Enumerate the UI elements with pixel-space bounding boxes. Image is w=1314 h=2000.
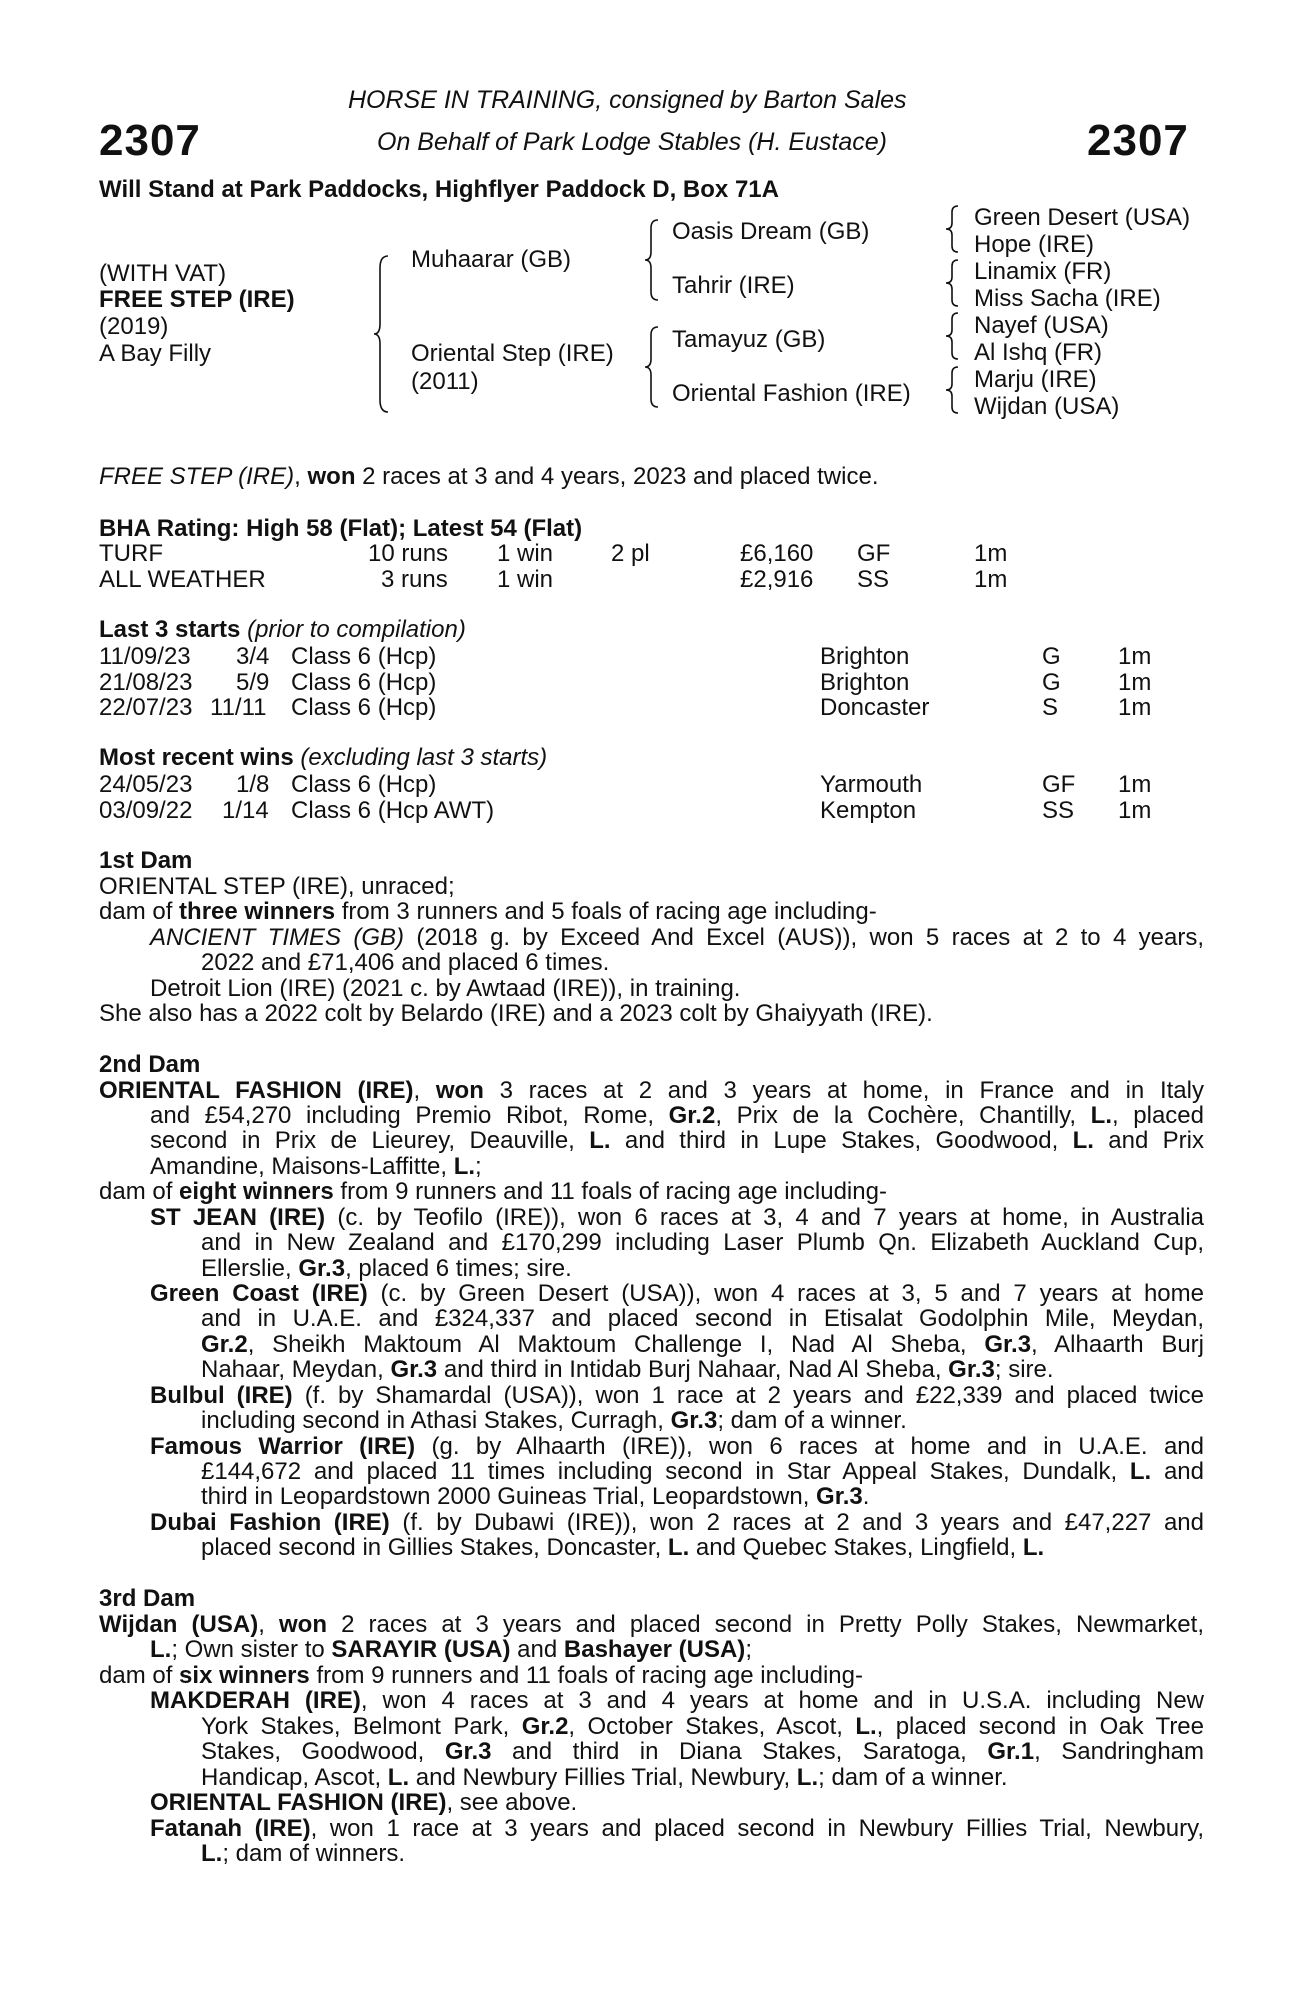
second-dam-line-3: second in Prix de Lieurey, Deauville, L. and third in Lupe Stakes, Goodwood, L. and Prix xyxy=(150,1127,1204,1154)
foal-famous-warrior-1: Famous Warrior (IRE) (g. by Alhaarth (IRE)), won 6 races at home and in U.A.E. and xyxy=(150,1433,1204,1460)
foal-bulbul-2: including second in Athasi Stakes, Curragh, Gr.3; dam of a winner. xyxy=(201,1407,907,1434)
second-dam-heading: 2nd Dam xyxy=(99,1051,201,1078)
rating-places: 2 pl xyxy=(611,540,650,567)
win-race: Class 6 (Hcp AWT) xyxy=(291,797,495,824)
rating-going: SS xyxy=(857,566,890,593)
pedigree-brace-g4-4 xyxy=(944,365,962,415)
win-date: 24/05/23 xyxy=(99,771,193,798)
pedigree-g4-5: Nayef (USA) xyxy=(974,312,1109,339)
horse-name: FREE STEP (IRE) xyxy=(99,286,295,313)
foal-green-coast-3: Gr.2, Sheikh Maktoum Al Maktoum Challenge I, Nad Al Sheba, Gr.3, Alhaarth Burj xyxy=(201,1331,1204,1358)
pedigree-dam: Oriental Step (IRE) xyxy=(411,340,614,367)
last-starts-heading xyxy=(99,617,466,642)
third-dam-line-2: L.; Own sister to SARAYIR (USA) and Bashayer (USA); xyxy=(150,1636,752,1663)
summary-won: won xyxy=(307,463,356,490)
second-dam-produce: dam of eight winners from 9 runners and 11 foals of racing age including- xyxy=(99,1178,887,1205)
win-going: GF xyxy=(1042,771,1076,798)
pedigree-brace-dam xyxy=(642,325,662,409)
pedigree-brace-g4-2 xyxy=(944,258,962,308)
rating-going: GF xyxy=(857,540,891,567)
first-dam-heading: 1st Dam xyxy=(99,847,193,874)
first-dam-foal-ancient-times: ANCIENT TIMES (GB) (2018 g. by Exceed And Excel (AUS)), won 5 races at 2 to 4 years, xyxy=(150,924,1205,951)
foal-dubai-fashion-1: Dubai Fashion (IRE) (f. by Dubawi (IRE)), won 2 races at 2 and 3 years and £47,227 and xyxy=(150,1509,1204,1536)
race-summary: FREE STEP (IRE), won 2 races at 3 and 4 years, 2023 and placed twice. xyxy=(99,463,879,490)
foal-green-coast-4: Nahaar, Meydan, Gr.3 and third in Intidab Burj Nahaar, Nad Al Sheba, Gr.3; sire. xyxy=(201,1356,1054,1383)
start-distance: 1m xyxy=(1118,643,1152,670)
foal-makderah-4: Handicap, Ascot, L. and Newbury Fillies Trial, Newbury, L.; dam of a winner. xyxy=(201,1764,1008,1791)
rating-surface: ALL WEATHER xyxy=(99,566,266,593)
horse-year: (2019) xyxy=(99,313,169,340)
rating-runs: 3 runs xyxy=(381,566,448,593)
rating-distance: 1m xyxy=(974,540,1008,567)
start-date: 21/08/23 xyxy=(99,669,193,696)
first-dam-foal-detroit-lion: Detroit Lion (IRE) (2021 c. by Awtaad (IRE)), in training. xyxy=(150,975,741,1002)
rating-surface: TURF xyxy=(99,540,163,567)
win-going: SS xyxy=(1042,797,1075,824)
win-date: 03/09/22 xyxy=(99,797,193,824)
foal-fatanah-1: Fatanah (IRE), won 1 race at 3 years and placed second in Newbury Fillies Trial, Newbury, xyxy=(150,1815,1204,1842)
foal-makderah-3: Stakes, Goodwood, Gr.3 and third in Diana Stakes, Saratoga, Gr.1, Sandringham xyxy=(201,1738,1205,1765)
start-position: 11/11 xyxy=(210,694,267,721)
last-starts-note: (prior to compilation) xyxy=(247,616,466,643)
foal-fatanah-2: L.; dam of winners. xyxy=(201,1840,406,1867)
first-dam-other-foals: She also has a 2022 colt by Belardo (IRE) and a 2023 colt by Ghaiyyath (IRE). xyxy=(99,1000,933,1027)
foal-st-jean-3: Ellerslie, Gr.3, placed 6 times; sire. xyxy=(201,1255,572,1282)
win-course: Yarmouth xyxy=(820,771,923,798)
rating-distance: 1m xyxy=(974,566,1008,593)
win-race: Class 6 (Hcp) xyxy=(291,771,437,798)
rating-wins: 1 win xyxy=(497,566,554,593)
pedigree-sire-dam: Tahrir (IRE) xyxy=(672,272,795,299)
summary-horse-name: FREE STEP (IRE) xyxy=(99,463,295,490)
first-dam-produce: dam of three winners from 3 runners and 5 foals of racing age including- xyxy=(99,898,877,925)
pedigree-sire: Muhaarar (GB) xyxy=(411,246,572,273)
start-position: 3/4 xyxy=(236,643,270,670)
start-race: Class 6 (Hcp) xyxy=(291,669,437,696)
pedigree-g4-2: Hope (IRE) xyxy=(974,231,1095,258)
pedigree-g4-8: Wijdan (USA) xyxy=(974,393,1120,420)
foal-oriental-fashion: ORIENTAL FASHION (IRE), see above. xyxy=(150,1789,578,1816)
pedigree-brace-sire xyxy=(642,218,662,302)
foal-makderah-2: York Stakes, Belmont Park, Gr.2, October Stakes, Ascot, L., placed second in Oak Tree xyxy=(201,1713,1205,1740)
start-date: 11/09/23 xyxy=(99,643,191,670)
start-course: Doncaster xyxy=(820,694,930,721)
foal-makderah-1: MAKDERAH (IRE), won 4 races at 3 and 4 years at home and in U.S.A. including New xyxy=(150,1687,1204,1714)
start-race: Class 6 (Hcp) xyxy=(291,643,437,670)
consignor-title: HORSE IN TRAINING, consigned by Barton Sales xyxy=(348,86,907,114)
pedigree-dam-dam: Oriental Fashion (IRE) xyxy=(672,380,911,407)
vat-note: (WITH VAT) xyxy=(99,260,227,287)
start-distance: 1m xyxy=(1118,694,1152,721)
pedigree-brace-g4-1 xyxy=(944,204,962,254)
second-dam-line-2: and £54,270 including Premio Ribot, Rome, Gr.2, Prix de la Cochère, Chantilly, L., placed xyxy=(150,1102,1205,1129)
recent-wins-note: (excluding last 3 starts) xyxy=(300,744,548,771)
pedigree-dam-year: (2011) xyxy=(411,368,479,395)
rating-prize: £2,916 xyxy=(740,566,814,593)
start-going: S xyxy=(1042,694,1059,721)
summary-text: 2 races at 3 and 4 years, 2023 and placed twice. xyxy=(355,463,879,490)
pedigree-g4-1: Green Desert (USA) xyxy=(974,204,1191,231)
stand-location: Will Stand at Park Paddocks, Highflyer Paddock D, Box 71A xyxy=(99,176,779,203)
foal-famous-warrior-2: £144,672 and placed 11 times including second in Star Appeal Stakes, Dundalk, L. and xyxy=(201,1458,1204,1485)
horse-description: A Bay Filly xyxy=(99,340,212,367)
start-distance: 1m xyxy=(1118,669,1152,696)
win-distance: 1m xyxy=(1118,771,1152,798)
rating-runs: 10 runs xyxy=(368,540,449,567)
start-position: 5/9 xyxy=(236,669,270,696)
vendor-line: On Behalf of Park Lodge Stables (H. Eustace) xyxy=(377,128,887,156)
lot-number-right: 2307 xyxy=(1087,116,1189,165)
rating-wins: 1 win xyxy=(497,540,554,567)
win-position: 1/8 xyxy=(236,771,270,798)
foal-st-jean-1: ST JEAN (IRE) (c. by Teofilo (IRE)), won 6 races at 3, 4 and 7 years at home, in Australia xyxy=(150,1204,1204,1231)
bha-rating-heading: BHA Rating: High 58 (Flat); Latest 54 (Flat) xyxy=(99,515,583,542)
third-dam-line-1: Wijdan (USA), won 2 races at 3 years and placed second in Pretty Polly Stakes, Newmarket, xyxy=(99,1611,1204,1638)
start-course: Brighton xyxy=(820,669,910,696)
start-course: Brighton xyxy=(820,643,910,670)
third-dam-produce: dam of six winners from 9 runners and 11 foals of racing age including- xyxy=(99,1662,863,1689)
second-dam-line-1: ORIENTAL FASHION (IRE), won 3 races at 2 and 3 years at home, in France and in Italy xyxy=(99,1077,1204,1104)
start-date: 22/07/23 xyxy=(99,694,193,721)
win-course: Kempton xyxy=(820,797,917,824)
pedigree-g4-6: Al Ishq (FR) xyxy=(974,339,1103,366)
start-going: G xyxy=(1042,643,1061,670)
pedigree-g4-3: Linamix (FR) xyxy=(974,258,1112,285)
recent-wins-title: Most recent wins xyxy=(99,744,294,771)
pedigree-brace-g4-3 xyxy=(944,311,962,361)
pedigree-dam-sire: Tamayuz (GB) xyxy=(672,326,826,353)
win-position: 1/14 xyxy=(222,797,269,824)
foal-bulbul-1: Bulbul (IRE) (f. by Shamardal (USA)), won 1 race at 2 years and £22,339 and placed twice xyxy=(150,1382,1205,1409)
last-starts-title: Last 3 starts xyxy=(99,616,241,643)
win-distance: 1m xyxy=(1118,797,1152,824)
foal-green-coast-1: Green Coast (IRE) (c. by Green Desert (USA)), won 4 races at 3, 5 and 7 years at home xyxy=(150,1280,1204,1307)
first-dam-line: ORIENTAL STEP (IRE), unraced; xyxy=(99,873,455,900)
foal-dubai-fashion-2: placed second in Gillies Stakes, Doncaster, L. and Quebec Stakes, Lingfield, L. xyxy=(201,1534,1045,1561)
foal-famous-warrior-3: third in Leopardstown 2000 Guineas Trial, Leopardstown, Gr.3. xyxy=(201,1483,870,1510)
foal-green-coast-2: and in U.A.E. and £324,337 and placed second in Etisalat Godolphin Mile, Meydan, xyxy=(201,1305,1204,1332)
recent-wins-heading xyxy=(99,745,547,770)
start-going: G xyxy=(1042,669,1061,696)
pedigree-sire-sire: Oasis Dream (GB) xyxy=(672,218,870,245)
third-dam-heading: 3rd Dam xyxy=(99,1585,196,1612)
lot-number-left: 2307 xyxy=(99,116,201,165)
pedigree-g4-4: Miss Sacha (IRE) xyxy=(974,285,1161,312)
rating-prize: £6,160 xyxy=(740,540,814,567)
first-dam-foal-ancient-times-cont: 2022 and £71,406 and placed 6 times. xyxy=(201,949,610,976)
pedigree-brace-sire-dam xyxy=(372,254,392,414)
foal-st-jean-2: and in New Zealand and £170,299 including Laser Plumb Qn. Elizabeth Auckland Cup, xyxy=(201,1229,1204,1256)
second-dam-line-4: Amandine, Maisons-Laffitte, L.; xyxy=(150,1153,482,1180)
start-race: Class 6 (Hcp) xyxy=(291,694,437,721)
pedigree-g4-7: Marju (IRE) xyxy=(974,366,1097,393)
